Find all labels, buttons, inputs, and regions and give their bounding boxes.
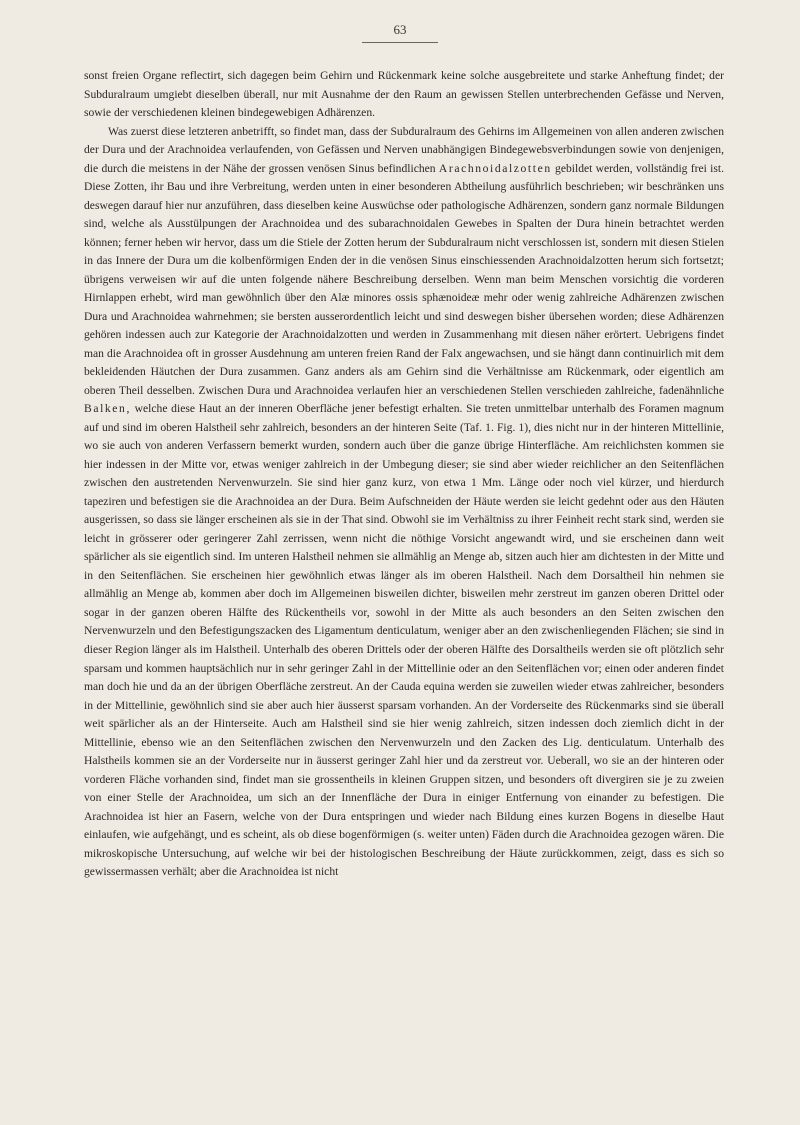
paragraph-text: gebildet werden, vollständig frei ist. Diese Zotten, ihr Bau und ihre Verbreitung, werden unten in einer besonderen Abtheilung ausführlich beschrieben; wir beschränken uns deswegen darauf hier nur anzuführen, dass dieselben keine Auswüchse oder pathologische Adhärenzen, sondern ganz normale Bildungen sind, welche als Ausstülpungen der Arachnoidea und des subarachnoidalen Gewebes in Spalten der Dura hinein betrachtet werden können; ferner heben wir hervor, dass um die Stiele der Zotten herum der Subduralraum nicht verschlossen ist, sondern mit diesen Stielen in das Innere der Dura um die kolbenförmigen Enden der in die venösen Sinus einschiessenden Arachnoidalzotten herum sich fortsetzt; übrigens verweisen wir auf die unten folgende nähere Beschreibung derselben. Wenn man beim Menschen vorsichtig die vorderen Hirnlappen erhebt, wird man gewöhnlich über den Alæ minores ossis sphænoideæ mehr oder wenig zahlreiche Adhärenzen zwischen Dura und Arachnoidea wahrnehmen; sie bersten ausserordentlich leicht und sind deswegen bisher übersehen worden; diese Adhärenzen gehören indessen auch zur Kategorie der Arachnoidalzotten und werden in Zusammenhang mit diesen näher erörtert. Uebrigens findet man die Arachnoidea oft in grosser Ausdehnung am unteren freien Rand der Falx angewachsen, und sie hängt dann continuirlich mit dem bekleidenden Häutchen der Dura zusammen. Ganz anders als am Gehirn sind die Verhältnisse am Rückenmark, oder eigentlich am oberen Theil desselben. Zwischen Dura und Arachnoidea verlaufen hier an verschiedenen Stellen verschieden zahlreiche, fadenähnliche xyxy=(84,161,724,397)
header-rule xyxy=(362,42,438,43)
spaced-term-arachnoidalzotten: Arachnoidalzotten xyxy=(438,161,552,175)
spaced-term-balken: Balken, xyxy=(84,402,131,416)
paragraph-text: welche diese Haut an der inneren Oberfläche jener befestigt erhalten. Sie treten unmittelbar unterhalb des Foramen magnum auf und sind im oberen Halstheil sehr zahlreich, besonders an der hinteren Seite (Taf. 1. Fig. 1), dies nicht nur in der hinteren Mittellinie, wo sie auch von anderen Verfassern bemerkt wurden, sondern auch über die ganze übrige Hinterfläche. Am reichlichsten kommen sie hier indessen in der Mitte vor, etwas weniger zahlreich in der Umbegung dieser; sie sind aber wieder reichlicher an den Seitenflächen zwischen den austretenden Nervenwurzeln. Sie sind hier ganz kurz, von etwa 1 Mm. Länge oder noch viel kürzer, und hierdurch tapeziren und befestigen sie die Arachnoidea an der Dura. Beim Aufschneiden der Häute werden sie leicht gedehnt oder aus den Häuten ausgerissen, so dass sie länger erscheinen als sie in der That sind. Obwohl sie im Verhältniss zu ihrer Feinheit recht stark sind, werden sie leicht in grösserer oder geringerer Zahl zerrissen, wenn nicht die nöthige Vorsicht angewandt wird, und sie erscheinen dann weit spärlicher als sie eigentlich sind. Im unteren Halstheil nehmen sie allmählig an Menge ab, sitzen auch hier am dichtesten in der Mitte und in den Seitenflächen. Sie erscheinen hier gewöhnlich etwas länger als im oberen Halstheil. Nach dem Dorsaltheil hin nehmen sie allmählig an Menge ab, kommen aber doch im Allgemeinen bisweilen dichter, bisweilen mehr zerstreut im ganzen oberen Drittel oder sogar in der ganzen oberen Hälfte des Rückentheils vor, sowohl in der Mitte als auch besonders an den Seiten zwischen den Nervenwurzeln und den Befestigungszacken des Ligamentum denticulatum, weniger aber an den zwischenliegenden Flächen; sie sind in dieser Region länger als im Halstheil. Unterhalb des oberen Drittels oder der oberen Hälfte des Dorsaltheils werden sie oft plötzlich sehr sparsam und kommen hauptsächlich nur in sehr geringer Zahl in der Mittellinie oder an den Seitenflächen vor; einen oder anderen findet man doch hie und da an der übrigen Oberfläche zerstreut. An der Cauda equina werden sie zuweilen wieder etwas zahlreicher, besonders in der Mittellinie, gewöhnlich sind sie aber auch hier äusserst sparsam vorhanden. An der Vorderseite des Rückenmarks sind sie überall weit spärlicher als an der Hinterseite. Auch am Halstheil sind sie hier wenig zahlreich, sitzen indessen doch ziemlich dicht in der Mittellinie, ebenso wie an den Seitenflächen zwischen den Nervenwurzeln und den Zacken des Lig. denticulatum. Unterhalb des Halstheils kommen sie an der Vorderseite nur in äusserst geringer Zahl hier und da zerstreut vor. Ueberall, wo sie an der hinteren oder vorderen Fläche vorhanden sind, findet man sie grossentheils in kleinen Gruppen sitzen, und besonders oft divergiren sie je zu zweien von einer Stelle der Arachnoidea, um sich an der Innenfläche der Dura in einiger Entfernung von einander zu befestigen. Die Arachnoidea ist hier an Fasern, welche von der Dura entspringen und wieder nach Bildung eines kurzen Bogens in dieselbe Haut einlaufen, wie aufgehängt, und es scheint, als ob diese bogenförmigen (s. weiter unten) Fäden durch die Arachnoidea gezogen wären. Die mikroskopische Untersuchung, auf welche wir bei der histologischen Beschreibung der Häute zurückkommen, zeigt, dass es sich so gewissermassen verhält; aber die Arachnoidea ist nicht xyxy=(84,402,724,879)
body-text xyxy=(84,67,724,882)
paragraph-continuation: sonst freien Organe reflectirt, sich dagegen beim Gehirn und Rückenmark keine solche ausgebreitete und starke Anheftung findet; der Subduralraum umgiebt dieselben überall, nur mit Ausnahme der den Raum an gewissen Stellen unterbrechenden Gefässe und Nerven, sowie der verschiedenen kleinen bindegewebigen Adhärenzen. xyxy=(84,69,724,120)
page-number: 63 xyxy=(393,22,407,37)
paragraph-text: Was zuerst diese letzteren anbetrifft, so findet man, dass der Subduralraum des Gehirns im Allgemeinen von allen anderen zwischen der Dura und der Arachnoidea verlaufenden, von Gefässen und Nerven unabhängigen Bindegewebsverbindungen sowie von denjenigen, die durch die meistens in der Nähe der grossen venösen Sinus befindlichen xyxy=(84,124,724,175)
paragraph-main xyxy=(84,123,724,882)
